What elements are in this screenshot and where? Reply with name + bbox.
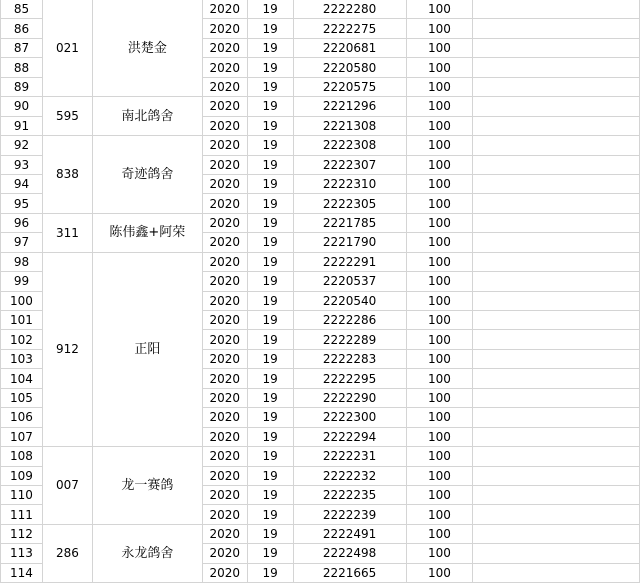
ring-number-cell[interactable]: 2220537 bbox=[293, 272, 406, 291]
age-cell[interactable]: 19 bbox=[247, 272, 293, 291]
age-cell[interactable]: 19 bbox=[247, 544, 293, 563]
loft-code-cell[interactable]: 912 bbox=[42, 252, 92, 446]
value-cell[interactable]: 100 bbox=[406, 272, 473, 291]
row-number-cell[interactable]: 103 bbox=[1, 349, 43, 368]
year-cell[interactable]: 2020 bbox=[202, 213, 247, 232]
value-cell[interactable]: 100 bbox=[406, 174, 473, 193]
age-cell[interactable]: 19 bbox=[247, 97, 293, 116]
age-cell[interactable]: 19 bbox=[247, 485, 293, 504]
year-cell[interactable]: 2020 bbox=[202, 252, 247, 271]
table-row bbox=[1, 252, 640, 271]
empty-cell[interactable] bbox=[473, 213, 640, 232]
loft-name-cell[interactable]: 南北鸽舍 bbox=[92, 97, 202, 136]
empty-cell[interactable] bbox=[473, 116, 640, 135]
age-cell[interactable]: 19 bbox=[247, 505, 293, 524]
empty-cell[interactable] bbox=[473, 447, 640, 466]
empty-cell[interactable] bbox=[473, 272, 640, 291]
year-cell[interactable]: 2020 bbox=[202, 311, 247, 330]
empty-cell[interactable] bbox=[473, 291, 640, 310]
value-cell[interactable]: 100 bbox=[406, 38, 473, 57]
age-cell[interactable]: 19 bbox=[247, 19, 293, 38]
empty-cell[interactable] bbox=[473, 311, 640, 330]
ring-number-cell[interactable]: 2221665 bbox=[293, 563, 406, 582]
value-cell[interactable]: 100 bbox=[406, 311, 473, 330]
empty-cell[interactable] bbox=[473, 58, 640, 77]
row-number-cell[interactable]: 100 bbox=[1, 291, 43, 310]
row-number-cell[interactable]: 104 bbox=[1, 369, 43, 388]
age-cell[interactable]: 19 bbox=[247, 155, 293, 174]
ring-number-cell[interactable]: 2220580 bbox=[293, 58, 406, 77]
row-number-cell[interactable]: 106 bbox=[1, 408, 43, 427]
empty-cell[interactable] bbox=[473, 19, 640, 38]
age-cell[interactable]: 19 bbox=[247, 174, 293, 193]
age-cell[interactable]: 19 bbox=[247, 349, 293, 368]
value-cell[interactable]: 100 bbox=[406, 408, 473, 427]
row-number-cell[interactable]: 113 bbox=[1, 544, 43, 563]
ring-number-cell[interactable]: 2222289 bbox=[293, 330, 406, 349]
table-row bbox=[1, 97, 640, 116]
empty-cell[interactable] bbox=[473, 174, 640, 193]
table-row bbox=[1, 213, 640, 232]
row-number-cell[interactable]: 111 bbox=[1, 505, 43, 524]
empty-cell[interactable] bbox=[473, 233, 640, 252]
year-cell[interactable]: 2020 bbox=[202, 272, 247, 291]
empty-cell[interactable] bbox=[473, 349, 640, 368]
year-cell[interactable]: 2020 bbox=[202, 19, 247, 38]
ring-number-cell[interactable]: 2220540 bbox=[293, 291, 406, 310]
age-cell[interactable]: 19 bbox=[247, 0, 293, 19]
value-cell[interactable]: 100 bbox=[406, 369, 473, 388]
ring-number-cell[interactable]: 2222231 bbox=[293, 447, 406, 466]
empty-cell[interactable] bbox=[473, 369, 640, 388]
year-cell[interactable]: 2020 bbox=[202, 544, 247, 563]
empty-cell[interactable] bbox=[473, 388, 640, 407]
year-cell[interactable]: 2020 bbox=[202, 563, 247, 582]
value-cell[interactable]: 100 bbox=[406, 194, 473, 213]
ring-number-cell[interactable]: 2222275 bbox=[293, 19, 406, 38]
age-cell[interactable]: 19 bbox=[247, 136, 293, 155]
ring-number-cell[interactable]: 2222232 bbox=[293, 466, 406, 485]
value-cell[interactable]: 100 bbox=[406, 563, 473, 582]
row-number-cell[interactable]: 92 bbox=[1, 136, 43, 155]
row-number-cell[interactable]: 96 bbox=[1, 213, 43, 232]
ring-number-cell[interactable]: 2221308 bbox=[293, 116, 406, 135]
year-cell[interactable]: 2020 bbox=[202, 427, 247, 446]
loft-code-cell[interactable]: 007 bbox=[42, 447, 92, 525]
age-cell[interactable]: 19 bbox=[247, 38, 293, 57]
empty-cell[interactable] bbox=[473, 252, 640, 271]
row-number-cell[interactable]: 101 bbox=[1, 311, 43, 330]
ring-number-cell[interactable]: 2222283 bbox=[293, 349, 406, 368]
age-cell[interactable]: 19 bbox=[247, 388, 293, 407]
row-number-cell[interactable]: 102 bbox=[1, 330, 43, 349]
year-cell[interactable]: 2020 bbox=[202, 349, 247, 368]
loft-code-cell[interactable]: 021 bbox=[42, 0, 92, 97]
loft-code-cell[interactable]: 838 bbox=[42, 136, 92, 214]
value-cell[interactable]: 100 bbox=[406, 485, 473, 504]
age-cell[interactable]: 19 bbox=[247, 466, 293, 485]
empty-cell[interactable] bbox=[473, 194, 640, 213]
value-cell[interactable]: 100 bbox=[406, 0, 473, 19]
empty-cell[interactable] bbox=[473, 38, 640, 57]
ring-number-cell[interactable]: 2222291 bbox=[293, 252, 406, 271]
loft-name-cell[interactable]: 龙一赛鸽 bbox=[92, 447, 202, 525]
year-cell[interactable]: 2020 bbox=[202, 233, 247, 252]
year-cell[interactable]: 2020 bbox=[202, 174, 247, 193]
row-number-cell[interactable]: 112 bbox=[1, 524, 43, 543]
year-cell[interactable]: 2020 bbox=[202, 447, 247, 466]
value-cell[interactable]: 100 bbox=[406, 349, 473, 368]
row-number-cell[interactable]: 110 bbox=[1, 485, 43, 504]
year-cell[interactable]: 2020 bbox=[202, 194, 247, 213]
value-cell[interactable]: 100 bbox=[406, 330, 473, 349]
value-cell[interactable]: 100 bbox=[406, 252, 473, 271]
age-cell[interactable]: 19 bbox=[247, 58, 293, 77]
empty-cell[interactable] bbox=[473, 427, 640, 446]
value-cell[interactable]: 100 bbox=[406, 213, 473, 232]
value-cell[interactable]: 100 bbox=[406, 524, 473, 543]
ring-number-cell[interactable]: 2221296 bbox=[293, 97, 406, 116]
row-number-cell[interactable]: 114 bbox=[1, 563, 43, 582]
ring-number-cell[interactable]: 2221785 bbox=[293, 213, 406, 232]
value-cell[interactable]: 100 bbox=[406, 544, 473, 563]
year-cell[interactable]: 2020 bbox=[202, 0, 247, 19]
age-cell[interactable]: 19 bbox=[247, 116, 293, 135]
row-number-cell[interactable]: 85 bbox=[1, 0, 43, 19]
value-cell[interactable]: 100 bbox=[406, 19, 473, 38]
year-cell[interactable]: 2020 bbox=[202, 116, 247, 135]
age-cell[interactable]: 19 bbox=[247, 408, 293, 427]
age-cell[interactable]: 19 bbox=[247, 194, 293, 213]
age-cell[interactable]: 19 bbox=[247, 291, 293, 310]
age-cell[interactable]: 19 bbox=[247, 447, 293, 466]
age-cell[interactable]: 19 bbox=[247, 369, 293, 388]
table-row bbox=[1, 0, 640, 19]
year-cell[interactable]: 2020 bbox=[202, 330, 247, 349]
ring-number-cell[interactable]: 2222300 bbox=[293, 408, 406, 427]
age-cell[interactable]: 19 bbox=[247, 524, 293, 543]
year-cell[interactable]: 2020 bbox=[202, 155, 247, 174]
year-cell[interactable]: 2020 bbox=[202, 466, 247, 485]
ring-number-cell[interactable]: 2221790 bbox=[293, 233, 406, 252]
value-cell[interactable]: 100 bbox=[406, 58, 473, 77]
row-number-cell[interactable]: 93 bbox=[1, 155, 43, 174]
value-cell[interactable]: 100 bbox=[406, 77, 473, 96]
loft-code-cell[interactable]: 595 bbox=[42, 97, 92, 136]
row-number-cell[interactable]: 105 bbox=[1, 388, 43, 407]
ring-number-cell[interactable]: 2222305 bbox=[293, 194, 406, 213]
empty-cell[interactable] bbox=[473, 563, 640, 582]
row-number-cell[interactable]: 90 bbox=[1, 97, 43, 116]
year-cell[interactable]: 2020 bbox=[202, 38, 247, 57]
year-cell[interactable]: 2020 bbox=[202, 388, 247, 407]
value-cell[interactable]: 100 bbox=[406, 447, 473, 466]
value-cell[interactable]: 100 bbox=[406, 136, 473, 155]
loft-name-cell[interactable]: 陈伟鑫+阿荣 bbox=[92, 213, 202, 252]
ring-number-cell[interactable]: 2222286 bbox=[293, 311, 406, 330]
value-cell[interactable]: 100 bbox=[406, 233, 473, 252]
table-body bbox=[1, 0, 640, 583]
row-number-cell[interactable]: 91 bbox=[1, 116, 43, 135]
table-row bbox=[1, 136, 640, 155]
value-cell[interactable]: 100 bbox=[406, 291, 473, 310]
ring-number-cell[interactable]: 2222491 bbox=[293, 524, 406, 543]
year-cell[interactable]: 2020 bbox=[202, 408, 247, 427]
ring-number-cell[interactable]: 2222280 bbox=[293, 0, 406, 19]
value-cell[interactable]: 100 bbox=[406, 388, 473, 407]
table-row bbox=[1, 447, 640, 466]
empty-cell[interactable] bbox=[473, 505, 640, 524]
loft-name-cell[interactable]: 奇迹鸽舍 bbox=[92, 136, 202, 214]
ring-number-cell[interactable]: 2222235 bbox=[293, 485, 406, 504]
empty-cell[interactable] bbox=[473, 97, 640, 116]
year-cell[interactable]: 2020 bbox=[202, 291, 247, 310]
age-cell[interactable]: 19 bbox=[247, 77, 293, 96]
age-cell[interactable]: 19 bbox=[247, 233, 293, 252]
row-number-cell[interactable]: 86 bbox=[1, 19, 43, 38]
loft-name-cell[interactable]: 正阳 bbox=[92, 252, 202, 446]
empty-cell[interactable] bbox=[473, 408, 640, 427]
loft-name-cell[interactable]: 洪楚金 bbox=[92, 0, 202, 97]
row-number-cell[interactable]: 99 bbox=[1, 272, 43, 291]
value-cell[interactable]: 100 bbox=[406, 466, 473, 485]
ring-number-cell[interactable]: 2220575 bbox=[293, 77, 406, 96]
ring-number-cell[interactable]: 2222239 bbox=[293, 505, 406, 524]
age-cell[interactable]: 19 bbox=[247, 563, 293, 582]
year-cell[interactable]: 2020 bbox=[202, 77, 247, 96]
loft-code-cell[interactable]: 286 bbox=[42, 524, 92, 582]
year-cell[interactable]: 2020 bbox=[202, 505, 247, 524]
ring-number-cell[interactable]: 2222294 bbox=[293, 427, 406, 446]
year-cell[interactable]: 2020 bbox=[202, 369, 247, 388]
empty-cell[interactable] bbox=[473, 77, 640, 96]
value-cell[interactable]: 100 bbox=[406, 427, 473, 446]
empty-cell[interactable] bbox=[473, 0, 640, 19]
year-cell[interactable]: 2020 bbox=[202, 524, 247, 543]
ring-number-cell[interactable]: 2222307 bbox=[293, 155, 406, 174]
empty-cell[interactable] bbox=[473, 136, 640, 155]
age-cell[interactable]: 19 bbox=[247, 252, 293, 271]
row-number-cell[interactable]: 88 bbox=[1, 58, 43, 77]
year-cell[interactable]: 2020 bbox=[202, 58, 247, 77]
ring-number-cell[interactable]: 2222308 bbox=[293, 136, 406, 155]
row-number-cell[interactable]: 108 bbox=[1, 447, 43, 466]
loft-code-cell[interactable]: 311 bbox=[42, 213, 92, 252]
row-number-cell[interactable]: 97 bbox=[1, 233, 43, 252]
age-cell[interactable]: 19 bbox=[247, 213, 293, 232]
empty-cell[interactable] bbox=[473, 466, 640, 485]
year-cell[interactable]: 2020 bbox=[202, 97, 247, 116]
value-cell[interactable]: 100 bbox=[406, 116, 473, 135]
ring-number-cell[interactable]: 2222498 bbox=[293, 544, 406, 563]
row-number-cell[interactable]: 98 bbox=[1, 252, 43, 271]
loft-name-cell[interactable]: 永龙鸽舍 bbox=[92, 524, 202, 582]
ring-number-cell[interactable]: 2222310 bbox=[293, 174, 406, 193]
ring-number-cell[interactable]: 2222290 bbox=[293, 388, 406, 407]
age-cell[interactable]: 19 bbox=[247, 330, 293, 349]
row-number-cell[interactable]: 89 bbox=[1, 77, 43, 96]
ring-number-cell[interactable]: 2222295 bbox=[293, 369, 406, 388]
table-row bbox=[1, 524, 640, 543]
value-cell[interactable]: 100 bbox=[406, 505, 473, 524]
age-cell[interactable]: 19 bbox=[247, 311, 293, 330]
row-number-cell[interactable]: 94 bbox=[1, 174, 43, 193]
age-cell[interactable]: 19 bbox=[247, 427, 293, 446]
empty-cell[interactable] bbox=[473, 155, 640, 174]
value-cell[interactable]: 100 bbox=[406, 155, 473, 174]
row-number-cell[interactable]: 109 bbox=[1, 466, 43, 485]
ring-number-cell[interactable]: 2220681 bbox=[293, 38, 406, 57]
year-cell[interactable]: 2020 bbox=[202, 136, 247, 155]
empty-cell[interactable] bbox=[473, 485, 640, 504]
row-number-cell[interactable]: 87 bbox=[1, 38, 43, 57]
empty-cell[interactable] bbox=[473, 330, 640, 349]
empty-cell[interactable] bbox=[473, 524, 640, 543]
year-cell[interactable]: 2020 bbox=[202, 485, 247, 504]
value-cell[interactable]: 100 bbox=[406, 97, 473, 116]
row-number-cell[interactable]: 95 bbox=[1, 194, 43, 213]
row-number-cell[interactable]: 107 bbox=[1, 427, 43, 446]
empty-cell[interactable] bbox=[473, 544, 640, 563]
